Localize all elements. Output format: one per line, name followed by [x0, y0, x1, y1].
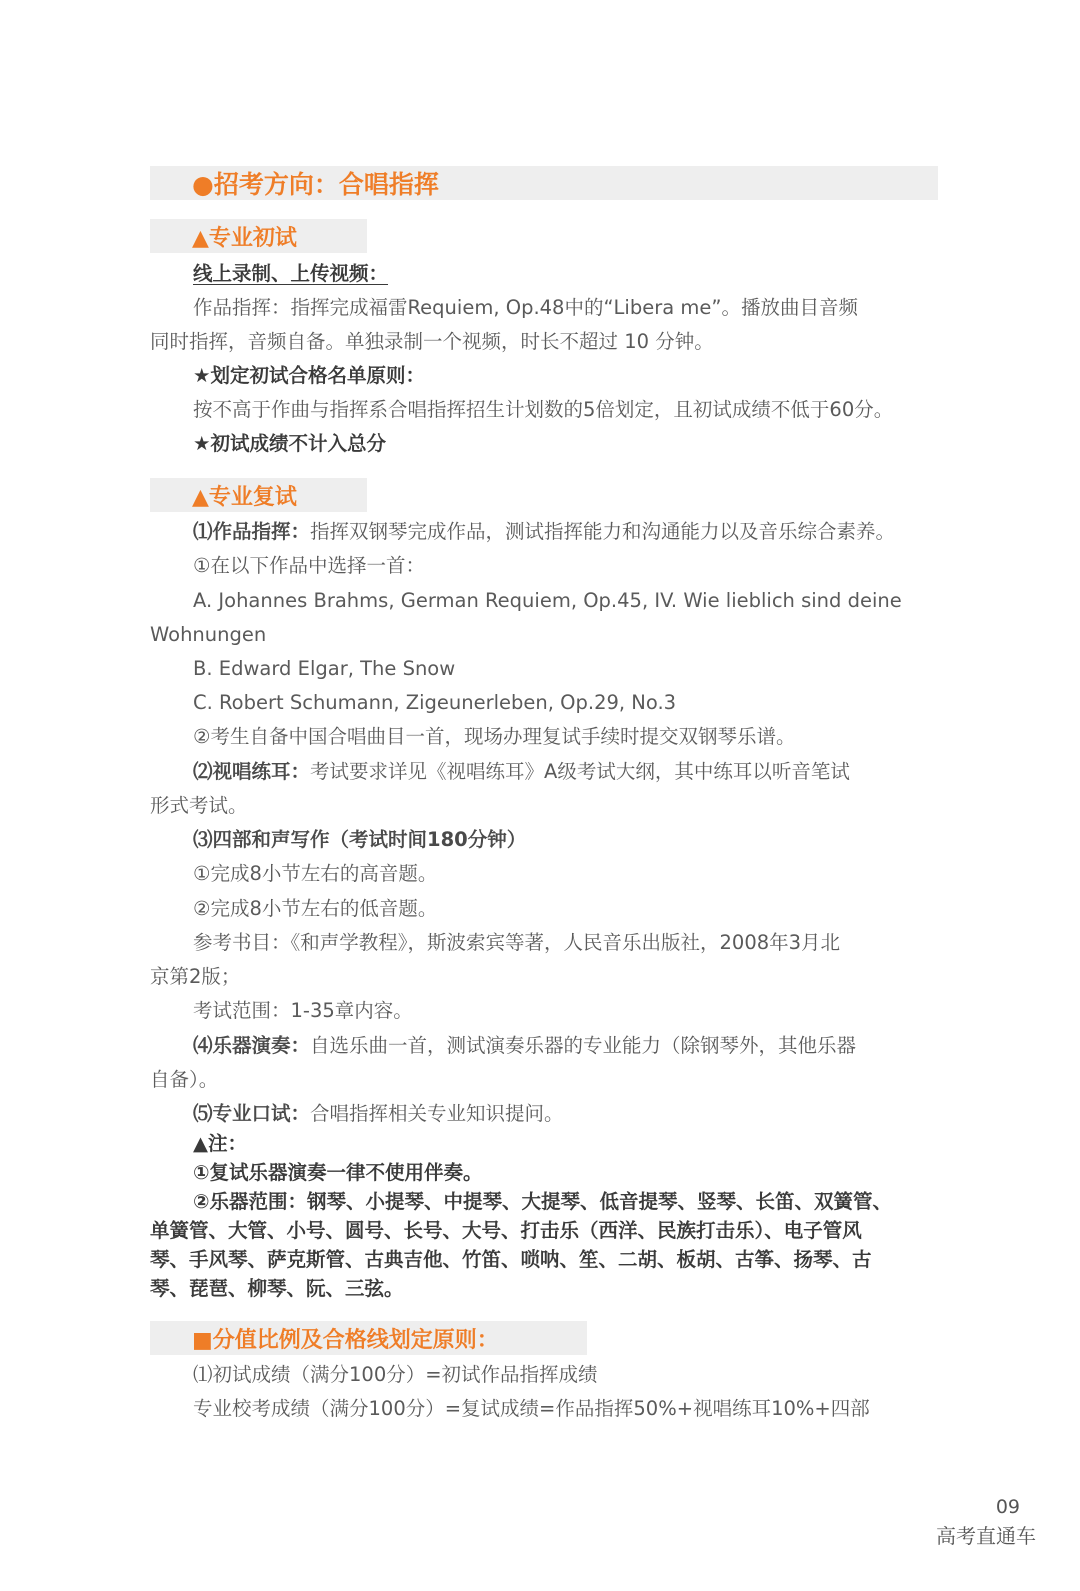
item2-line [193, 760, 938, 784]
note-label: ▲注： [193, 1132, 247, 1155]
item4-text2: 自备）。 [150, 1068, 219, 1091]
item2-label: ⑵视唱练耳： [193, 760, 311, 783]
item2-text2: 形式考试。 [150, 794, 248, 817]
item3-label: ⑶四部和声写作（考试时间180分钟） [193, 828, 527, 851]
online-label: 线上录制、上传视频： [193, 262, 389, 285]
brand-label: 高考直通车 [936, 1524, 1036, 1548]
prelim-work-line1: 作品指挥：指挥完成福雷Requiem, Op.48中的“Libera me”。播放曲目音频 [193, 296, 858, 319]
principle-text: 按不高于作曲与指挥系合唱指挥招生计划数的5倍划定，且初试成绩不低于60分。 [193, 398, 894, 421]
page-number: 09 [995, 1496, 1020, 1518]
ref-line2: 京第2版； [150, 965, 241, 988]
note1: ①复试乐器演奏一律不使用伴奏。 [193, 1161, 483, 1184]
scoring-heading-bar [150, 1321, 587, 1355]
item5-text: 合唱指挥相关专业知识提问。 [310, 1102, 564, 1125]
item1-sub2: ②考生自备中国合唱曲目一首，现场办理复试手续时提交双钢琴乐谱。 [193, 725, 796, 748]
prelim-heading-bar [150, 219, 367, 253]
item1-text: 指挥双钢琴完成作品，测试指挥能力和沟通能力以及音乐综合素养。 [310, 520, 896, 543]
scoring-line1: ⑴初试成绩（满分100分）=初试作品指挥成绩 [193, 1363, 598, 1386]
option-b: B. Edward Elgar, The Snow [193, 657, 456, 680]
prelim-work-line2: 同时指挥，音频自备。单独录制一个视频，时长不超过 10 分钟。 [150, 330, 714, 353]
principle-label: ★划定初试合格名单原则： [193, 364, 425, 387]
scoring-heading: ■分值比例及合格线划定原则： [192, 1327, 499, 1353]
item3-sub2: ②完成8小节左右的低音题。 [193, 897, 438, 920]
option-a-line2: Wohnungen [150, 623, 267, 646]
item5-label: ⑸专业口试： [193, 1102, 311, 1125]
prelim-heading: ▲专业初试 [192, 225, 297, 251]
option-a-line1: A. Johannes Brahms, German Requiem, Op.45, IV. Wie lieblich sind deine [193, 589, 902, 612]
note2-line2: 单簧管、大管、小号、圆号、长号、大号、打击乐（西洋、民族打击乐）、电子管风 [150, 1219, 862, 1242]
section-title-bar [150, 166, 938, 200]
section-title: ●招考方向：合唱指挥 [192, 170, 439, 199]
ref-line1: 参考书目：《和声学教程》，斯波索宾等著，人民音乐出版社，2008年3月北 [193, 931, 841, 954]
item1-label: ⑴作品指挥： [193, 520, 311, 543]
prelim-note: ★初试成绩不计入总分 [193, 432, 386, 455]
second-heading-bar [150, 478, 367, 512]
item2-text1: 考试要求详见《视唱练耳》A级考试大纲，其中练耳以听音笔试 [310, 760, 850, 783]
item5-line [193, 1102, 938, 1126]
note2-line3: 琴、手风琴、萨克斯管、古典吉他、竹笛、唢呐、笙、二胡、板胡、古筝、扬琴、古 [150, 1248, 872, 1271]
item3-sub1: ①完成8小节左右的高音题。 [193, 862, 438, 885]
item4-text1: 自选乐曲一首，测试演奏乐器的专业能力（除钢琴外，其他乐器 [310, 1034, 857, 1057]
item1-line [193, 520, 938, 544]
second-heading: ▲专业复试 [192, 484, 297, 510]
note2-line4: 琴、琵琶、柳琴、阮、三弦。 [150, 1277, 404, 1300]
note2-line1: ②乐器范围：钢琴、小提琴、中提琴、大提琴、低音提琴、竖琴、长笛、双簧管、 [193, 1190, 893, 1213]
item4-label: ⑷乐器演奏： [193, 1034, 311, 1057]
option-c: C. Robert Schumann, Zigeunerleben, Op.29, No.3 [193, 691, 677, 714]
scoring-line2: 专业校考成绩（满分100分）=复试成绩=作品指挥50%+视唱练耳10%+四部 [193, 1397, 870, 1420]
item4-line [193, 1034, 938, 1058]
item1-sub1: ①在以下作品中选择一首： [193, 554, 425, 577]
scope: 考试范围：1-35章内容。 [193, 999, 413, 1022]
